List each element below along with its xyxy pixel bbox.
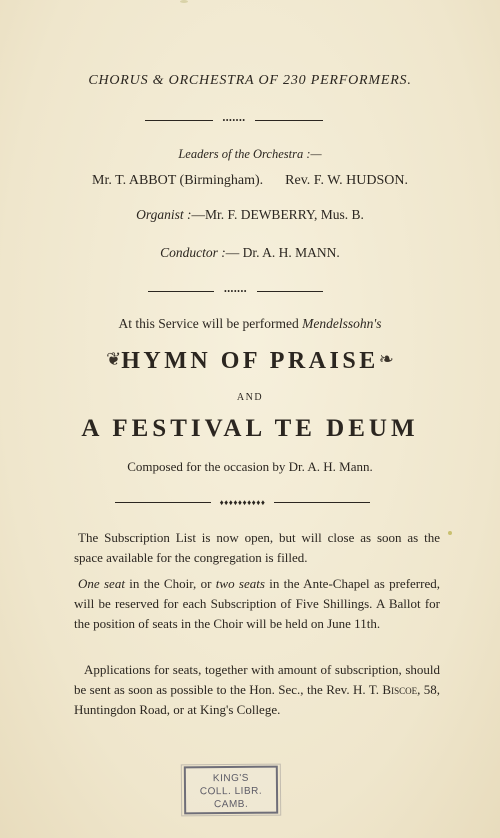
leader-hudson: Rev. F. W. HUDSON. [285,173,408,188]
composed-line: Composed for the occasion by Dr. A. H. Mann. [127,459,373,474]
stamp-line-1: KING'S [212,772,249,785]
chorus-line: CHORUS & ORCHESTRA OF 230 PERFORMERS. [88,73,412,88]
p2-text-b: in the Choir, or [124,576,216,591]
leaders-heading: Leaders of the Orchestra :— [178,147,322,161]
organist-line [0,207,500,223]
conductor-label: Conductor : [160,245,226,260]
p2-text-d: in the Ante-Chapel as preferred, will be reserved for each Subscription of Five Shillings. A Ballot for the position of seats in the Choir will be held on June 11th. [74,576,440,631]
hymn-title [0,348,500,375]
and-word: AND [236,392,264,403]
left-ornament-icon: ❦ [106,349,122,369]
paragraph-seats [74,574,440,634]
one-seat-text: One seat [78,576,125,591]
conductor-line [0,245,500,261]
paper-speck [180,0,188,3]
divider-1: ••••••• [145,115,323,127]
service-intro: At this Service will be performed [118,316,299,331]
secretary-name: Biscoe [382,682,418,697]
p3-text-a: Applications for seats, together with amount of subscription, should be sent as soon as possible to the Hon. Sec., the Rev. H. T. [74,662,440,697]
two-seats-text: two seats [215,576,265,591]
leaders-names [0,173,500,189]
organist-label: Organist : [136,207,192,222]
organist-name: —Mr. F. DEWBERRY, Mus. B. [191,207,364,222]
p3-text-b: , 58, Huntingdon Road, or at King's College. [74,682,440,717]
stamp-line-3: CAMB. [213,798,249,811]
festival-title: A FESTIVAL TE DEUM [81,415,419,442]
service-line [0,316,500,332]
hymn-text: HYMN OF PRAISE [121,348,379,374]
paper-speck [448,531,452,535]
divider-3: ♦♦♦♦♦♦♦♦♦♦ [115,497,370,509]
leader-abbot: Mr. T. ABBOT (Birmingham). [92,173,264,188]
conductor-name: — Dr. A. H. MANN. [225,245,340,260]
paragraph-subscription: The Subscription List is now open, but will close as soon as the space available for the congregation is filled. [74,530,440,565]
stamp-line-2: COLL. LIBR. [199,785,263,798]
composer-name: Mendelssohn's [302,316,382,331]
divider-2: ••••••• [148,286,323,298]
right-ornament-icon: ❧ [378,349,394,369]
paragraph-applications [74,660,440,720]
library-stamp [184,766,278,815]
